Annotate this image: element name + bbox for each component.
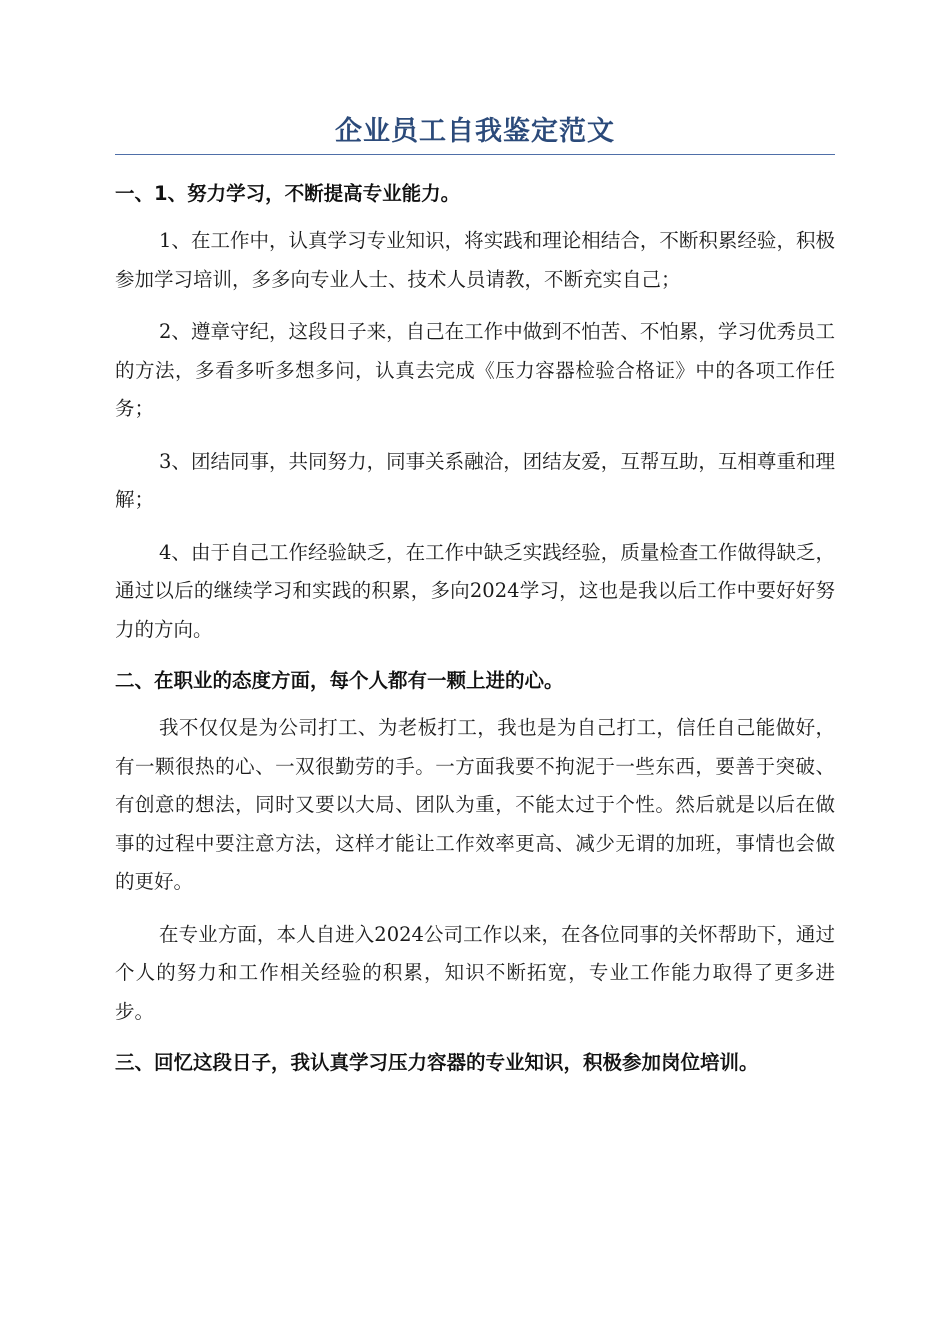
section-heading: 一、1、努力学习，不断提高专业能力。 — [115, 182, 461, 205]
paragraph: 我不仅仅是为公司打工、为老板打工，我也是为自己打工，信任自己能做好，有一颗很热的心、一双很勤劳的手。一方面我要不拘泥于一些东西，要善于突破、有创意的想法，同时又要以大局、团队为重，不能太过于个性。然后就是以后在做事的过程中要注意方法，这样才能让工作效率更高、减少无谓的加班，事情也会做的更好。 — [115, 716, 835, 893]
section-heading: 三、回忆这段日子，我认真学习压力容器的专业知识，积极参加岗位培训。 — [115, 1051, 759, 1074]
title-underline — [115, 154, 835, 155]
paragraph: 4、由于自己工作经验缺乏，在工作中缺乏实践经验，质量检查工作做得缺乏，通过以后的继续学习和实践的积累，多向2024学习，这也是我以后工作中要好好努力的方向。 — [115, 540, 835, 641]
section-3 — [115, 1045, 835, 1081]
document-body — [115, 168, 835, 1091]
paragraph: 在专业方面，本人自进入2024公司工作以来，在各位同事的关怀帮助下，通过个人的努力和工作相关经验的积累，知识不断拓宽，专业工作能力取得了更多进步。 — [115, 922, 835, 1023]
section-2 — [115, 663, 835, 1031]
paragraph: 3、团结同事，共同努力，同事关系融洽，团结友爱，互帮互助，互相尊重和理解； — [115, 449, 835, 511]
section-1 — [115, 176, 835, 649]
section-heading: 二、在职业的态度方面，每个人都有一颗上进的心。 — [115, 669, 564, 692]
paragraph: 2、遵章守纪，这段日子来，自己在工作中做到不怕苦、不怕累，学习优秀员工的方法，多看多听多想多问，认真去完成《压力容器检验合格证》中的各项工作任务； — [115, 320, 835, 420]
paragraph: 1、在工作中，认真学习专业知识，将实践和理论相结合，不断积累经验，积极参加学习培训，多多向专业人士、技术人员请教，不断充实自己； — [115, 229, 835, 291]
document-title: 企业员工自我鉴定范文 — [335, 116, 615, 147]
